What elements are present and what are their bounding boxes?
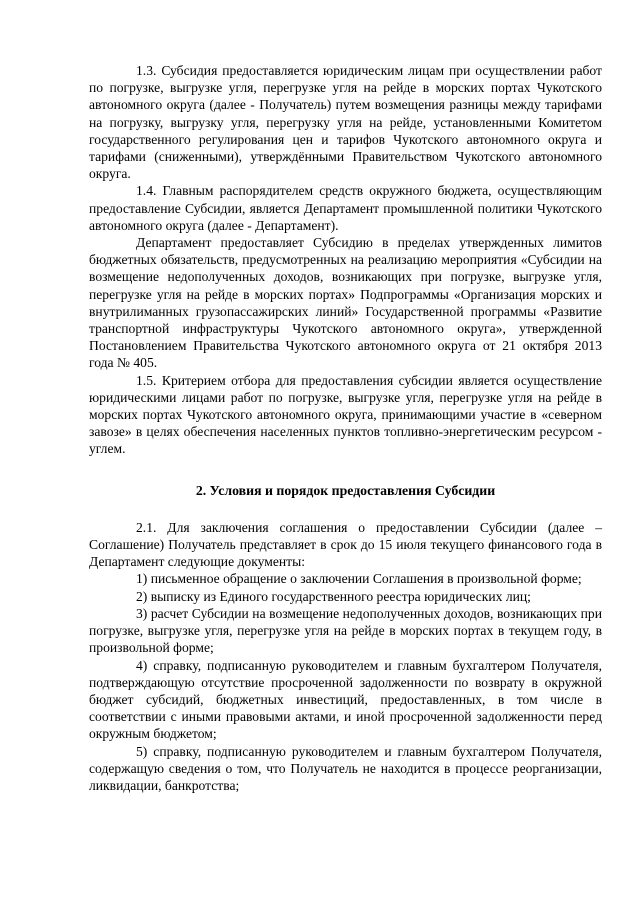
paragraph-2-1: 2.1. Для заключения соглашения о предоставлении Субсидии (далее – Соглашение) Получатель представляет в срок до 15 июля текущего финансового года в Департамент следующие документы:	[89, 519, 602, 570]
list-item-4: 4) справку, подписанную руководителем и главным бухгалтером Получателя, подтверждающую отсутствие просроченной задолженности по возврату в окружной бюджет субсидий, бюджетных инвестиций, предоставленных, в том числе в соответствии с иными правовыми актами, и иной просроченной задолженности перед окружным бюджетом;	[89, 657, 602, 742]
section-1-body	[89, 62, 602, 458]
list-item-2: 2) выписку из Единого государственного реестра юридических лиц;	[136, 588, 531, 604]
paragraph-1-3: 1.3. Субсидия предоставляется юридическим лицам при осуществлении работ по погрузке, выгрузке угля, перегрузке угля на рейде в морских портах Чукотского автономного округа (далее - Получатель) путем возмещения разницы между тарифами на погрузку, выгрузку угля, перегрузку угля на рейде, установленными Комитетом государственного регулирования цен и тарифов Чукотского автономного округа и тарифами (сниженными), утверждёнными Правительством Чукотского автономного округа.	[89, 63, 602, 182]
section-2-body	[89, 519, 602, 794]
section-2-heading: 2. Условия и порядок предоставления Субсидии	[195, 482, 496, 498]
list-item-1: 1) письменное обращение о заключении Соглашения в произвольной форме;	[136, 571, 582, 587]
list-item-3: 3) расчет Субсидии на возмещение недополученных доходов, возникающих при погрузке, выгрузке угля, перегрузке угля на рейде в морских портах в текущем году, в произвольной форме;	[89, 605, 602, 656]
list-item-5: 5) справку, подписанную руководителем и главным бухгалтером Получателя, содержащую сведения о том, что Получатель не находится в процессе реорганизации, ликвидации, банкротства;	[89, 743, 602, 793]
paragraph-1-5: 1.5. Критерием отбора для предоставления субсидии является осуществление юридическими лицами работ по погрузке, выгрузке угля, перегрузке угля на рейде в морских портах Чукотского автономного округа, принимающими участие в «северном завозе» в целях обеспечения населенных пунктов топливно-энергетическим ресурсом - углем.	[89, 372, 602, 457]
paragraph-1-4: 1.4. Главным распорядителем средств окружного бюджета, осуществляющим предоставление Субсидии, является Департамент промышленной политики Чукотского автономного округа (далее - Департамент).	[89, 183, 602, 233]
paragraph-department: Департамент предоставляет Субсидию в пределах утвержденных лимитов бюджетных обязательств, предусмотренных на реализацию мероприятия «Субсидии на возмещение недополученных доходов, возникающих при погрузке, выгрузке угля, перегрузке угля на рейде в морских портах» Подпрограммы «Организация морских и внутрилиманных грузопассажирских линий» Государственной программы «Развитие транспортной инфраструктуры Чукотского автономного округа», утвержденной Постановлением Правительства Чукотского автономного округа от 21 октября 2013 года № 405.	[89, 235, 602, 371]
